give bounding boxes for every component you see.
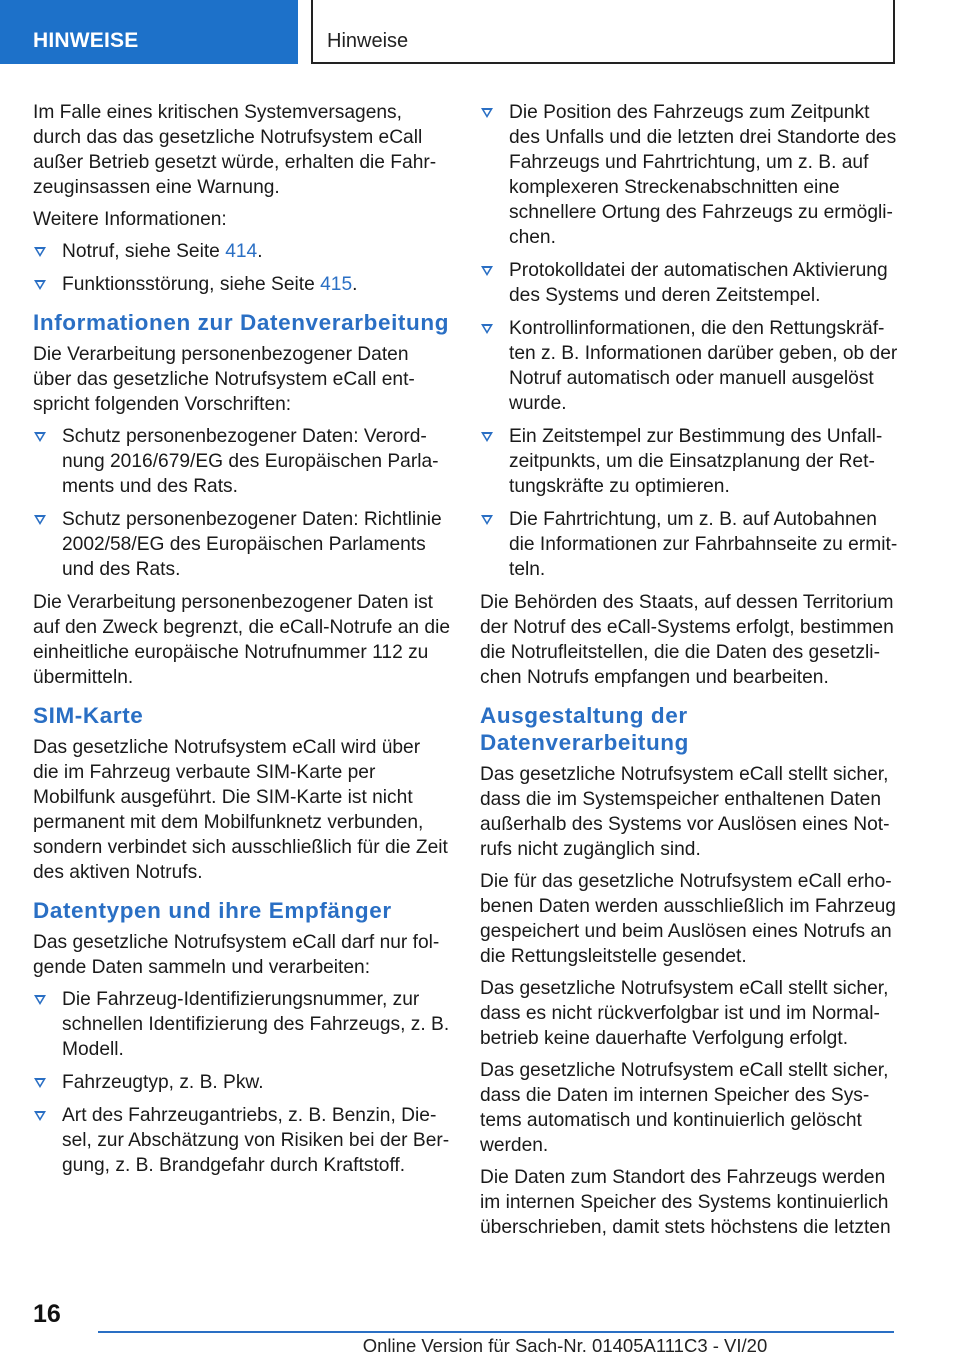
list-item: Ein Zeitstempel zur Bestimmung des Unfallzeitpunkts, um die Einsatzplanung der Rettungskräfte zu optimieren. [480, 424, 898, 499]
reference-list [33, 239, 451, 297]
footer-divider [98, 1331, 894, 1333]
triangle-bullet-icon [481, 266, 493, 276]
paragraph: Die Verarbeitung personenbezogener Daten ist auf den Zweck begrenzt, die eCall-Notrufe an die einheitliche europäische Notrufnummer 112 zu übermitteln. [33, 592, 451, 688]
list-item: Notruf, siehe Seite 414. [33, 239, 451, 264]
section-heading: Ausgestaltung der Datenverarbeitung [480, 703, 689, 755]
paragraph: Das gesetzliche Notrufsystem eCall stellt sicher, dass die Daten im internen Speicher des Systems automatisch und kontinuierlich gelöscht werden. [480, 1060, 889, 1156]
right-column [480, 100, 898, 1247]
triangle-bullet-icon [34, 432, 46, 442]
paragraph: Das gesetzliche Notrufsystem eCall wird über die im Fahrzeug verbaute SIM-Karte per Mobilfunk ausgeführt. Die SIM-Karte ist nicht permanent mit dem Mobilfunknetz verbunden, sondern verbindet sich ausschließlich für die Zeit des aktiven Notrufs. [33, 737, 448, 883]
footer-version-text: Online Version für Sach-Nr. 01405A111C3 - VI/20 [362, 1335, 768, 1356]
list-item: Die Fahrtrichtung, um z. B. auf Autobahnen die Informationen zur Fahrbahnseite zu ermitteln. [480, 507, 898, 582]
triangle-bullet-icon [34, 1111, 46, 1121]
paragraph: Das gesetzliche Notrufsystem eCall stellt sicher, dass die im Systemspeicher enthaltenen Daten außerhalb des Systems vor Auslösen eines Notrufs nicht zugänglich sind. [480, 764, 890, 860]
paragraph: Das gesetzliche Notrufsystem eCall stellt sicher, dass es nicht rückverfolgbar ist und im Normalbetrieb keine dauerhafte Verfolgung erfolgt. [480, 978, 889, 1049]
triangle-bullet-icon [34, 1078, 46, 1088]
section-heading: Datentypen und ihre Empfänger [33, 898, 392, 923]
triangle-bullet-icon [34, 280, 46, 290]
list-item: Schutz personenbezogener Daten: Verordnung 2016/679/EG des Europäischen Parlaments und des Rats. [33, 424, 451, 499]
paragraph: Die Daten zum Standort des Fahrzeugs werden im internen Speicher des Systems kontinuierlich überschrieben, damit stets höchstens die letzten [480, 1167, 891, 1238]
page-header [0, 0, 960, 66]
list-item: Kontrollinformationen, die den Rettungskräften z. B. Informationen darüber geben, ob der Notruf automatisch oder manuell ausgelöst wurde. [480, 316, 898, 416]
section-heading: Informationen zur Datenverarbeitung [33, 310, 450, 335]
list-item: Protokolldatei der automatischen Aktivierung des Systems und deren Zeitstempel. [480, 258, 898, 308]
triangle-bullet-icon [481, 108, 493, 118]
left-column [33, 100, 451, 1186]
triangle-bullet-icon [481, 432, 493, 442]
list-item: Art des Fahrzeugantriebs, z. B. Benzin, Diesel, zur Abschätzung von Risiken bei der Bergung, z. B. Brandgefahr durch Kraftstoff. [33, 1103, 451, 1178]
paragraph: Das gesetzliche Notrufsystem eCall darf nur folgende Daten sammeln und verarbeiten: [33, 932, 440, 978]
triangle-bullet-icon [34, 247, 46, 257]
section-tab: HINWEISE [0, 0, 298, 64]
data-type-list [33, 987, 451, 1178]
triangle-bullet-icon [481, 515, 493, 525]
page-link[interactable]: 414 [225, 241, 258, 262]
page-number: 16 [33, 1300, 61, 1328]
law-list [33, 424, 451, 582]
paragraph: Die Behörden des Staats, auf dessen Territorium der Notruf des eCall-Systems erfolgt, bestimmen die Notrufleitstellen, die die Daten des gesetzlichen Notrufs empfangen und bearbeiten. [480, 592, 894, 688]
triangle-bullet-icon [34, 515, 46, 525]
list-item: Fahrzeugtyp, z. B. Pkw. [33, 1070, 451, 1095]
list-item: Die Position des Fahrzeugs zum Zeitpunkt des Unfalls und die letzten drei Standorte des Fahrzeugs und Fahrtrichtung, um z. B. auf komplexeren Streckenabschnitten eine schnellere Ortung des Fahrzeugs zu ermöglichen. [480, 100, 898, 250]
paragraph: Die Verarbeitung personenbezogener Daten über das gesetzliche Notrufsystem eCall entspricht folgenden Vorschriften: [33, 344, 415, 415]
triangle-bullet-icon [34, 995, 46, 1005]
chapter-title: Hinweise [311, 0, 895, 64]
section-heading: SIM-Karte [33, 703, 144, 728]
list-item: Schutz personenbezogener Daten: Richtlinie 2002/58/EG des Europäischen Parlaments und des Rats. [33, 507, 451, 582]
paragraph: Im Falle eines kritischen Systemversagens, durch das das gesetzliche Notrufsystem eCall außer Betrieb gesetzt würde, erhalten die Fahrzeuginsassen eine Warnung. [33, 102, 437, 198]
list-item: Funktionsstörung, siehe Seite 415. [33, 272, 451, 297]
data-type-list [480, 100, 898, 582]
list-item: Die Fahrzeug-Identifizierungsnummer, zur schnellen Identifizierung des Fahrzeugs, z. B. Modell. [33, 987, 451, 1062]
triangle-bullet-icon [481, 324, 493, 334]
paragraph: Weitere Informationen: [33, 209, 227, 230]
paragraph: Die für das gesetzliche Notrufsystem eCall erhobenen Daten werden ausschließlich im Fahrzeug gespeichert und beim Auslösen eines Notrufs an die Rettungsleitstelle gesendet. [480, 871, 896, 967]
page-link[interactable]: 415 [320, 274, 353, 295]
